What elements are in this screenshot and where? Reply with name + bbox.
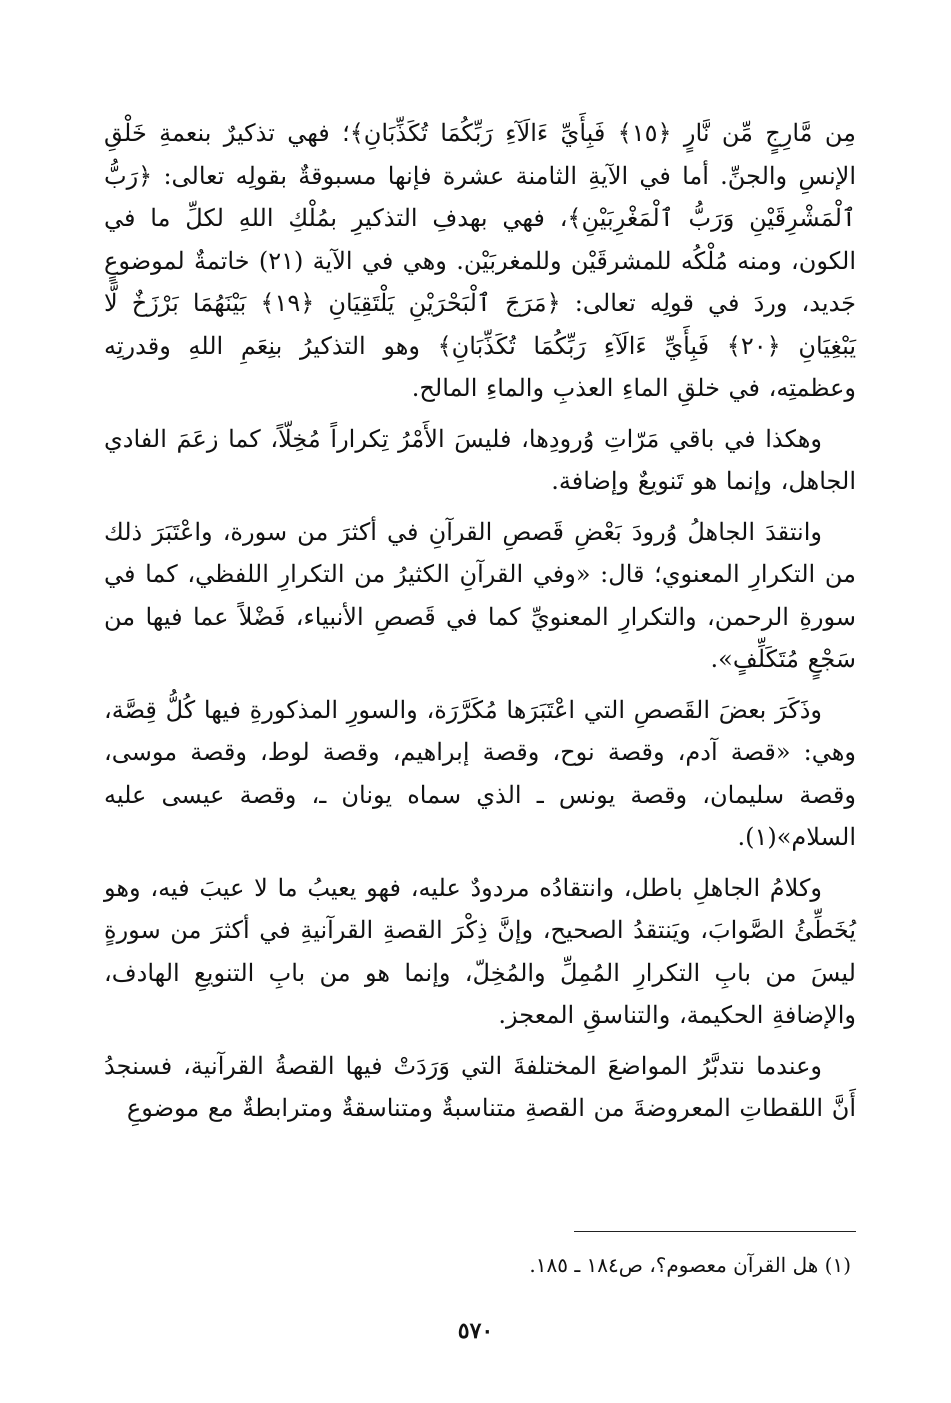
- paragraph-5: وكلامُ الجاهلِ باطل، وانتقادُه مردودٌ عليه، فهو يعيبُ ما لا عيبَ فيه، وهو يُخَطِّئُ الصَّوابَ، ويَنتقدُ الصحيح، وإنَّ ذِكْرَ القصةِ القرآنيةِ في أكثرَ من سورةٍ ليسَ من بابِ التكرارِ المُمِلِّ والمُخِلّ، وإنما هو من بابِ التنويعِ الهادف، والإضافةِ الحكيمة، والتناسقِ المعجز.: [104, 873, 856, 1029]
- paragraph-3: وانتقدَ الجاهلُ وُرودَ بَعْضِ قَصصِ القرآنِ في أكثرَ من سورة، واعْتَبَرَ ذلك من التكرارِ المعنوي؛ قال: «وفي القرآنِ الكثيرُ من التكرارِ اللفظي، كما في سورةِ الرحمن، والتكرارِ المعنويِّ كما في قَصصِ الأنبياء، فَضْلاً عما فيها من سَجْعٍ مُتَكَلِّفٍ».: [104, 517, 856, 673]
- page-number: ٥٧٠: [457, 1318, 494, 1344]
- paragraph-1: مِن مَّارِجٍ مِّن نَّارٍ ﴿١٥﴾ فَبِأَيِّ ءَالَآءِ رَبِّكُمَا تُكَذِّبَانِ﴾؛ فهي تذكيرٌ بنعمةِ خَلْقِ الإنسِ والجنِّ. أما في الآيةِ الثامنة عشرة فإنها مسبوقةٌ بقولِه تعالى: ﴿رَبُّ ٱلْمَشْرِقَيْنِ وَرَبُّ ٱلْمَغْرِبَيْنِ﴾، فهي بهدفِ التذكيرِ بمُلْكِ اللهِ لكلِّ ما في الكون، ومنه مُلْكُه للمشرقَيْن وللمغربَيْن. وهي في الآية (٢١) خاتمةٌ لموضوعٍ جَديد، وردَ في قولِه تعالى: ﴿مَرَجَ ٱلْبَحْرَيْنِ يَلْتَقِيَانِ ﴿١٩﴾ بَيْنَهُمَا بَرْزَخٌ لَّا يَبْغِيَانِ ﴿٢٠﴾ فَبِأَيِّ ءَالَآءِ رَبِّكُمَا تُكَذِّبَانِ﴾ وهو التذكيرُ بنِعَمِ اللهِ وقدرتِه وعظمتِه، في خلقِ الماءِ العذبِ والماءِ المالح.: [104, 119, 856, 402]
- paragraph-2: وهكذا في باقي مَرّاتِ وُرودِها، فليسَ الأَمْرُ تِكراراً مُخِلّاً، كما زعَمَ الفادي الجاهل، وإنما هو تَنويعٌ وإضافة.: [104, 424, 856, 495]
- footnote: (١) هل القرآن معصوم؟، ص١٨٤ ـ ١٨٥.: [529, 1253, 851, 1277]
- footnote-separator: [574, 1231, 856, 1232]
- paragraph-4: وذَكَرَ بعضَ القَصصِ التي اعْتَبَرَها مُكَرَّرَة، والسورِ المذكورةِ فيها كُلُّ قِصَّة، وهي: «قصة آدم، وقصة نوح، وقصة إبراهيم، وقصة لوط، وقصة موسى، وقصة سليمان، وقصة يونس ـ الذي سماه يونان ـ، وقصة عيسى عليه السلام»(١).: [104, 695, 856, 851]
- page-body: [104, 112, 856, 1138]
- paragraph-6: وعندما نتدبَّرُ المواضعَ المختلفةَ التي وَرَدَتْ فيها القصةُ القرآنية، فسنجدُ أَنَّ اللقطاتِ المعروضةَ من القصةِ متناسبةٌ ومتناسقةٌ ومترابطةٌ مع موضوعِ: [104, 1051, 856, 1122]
